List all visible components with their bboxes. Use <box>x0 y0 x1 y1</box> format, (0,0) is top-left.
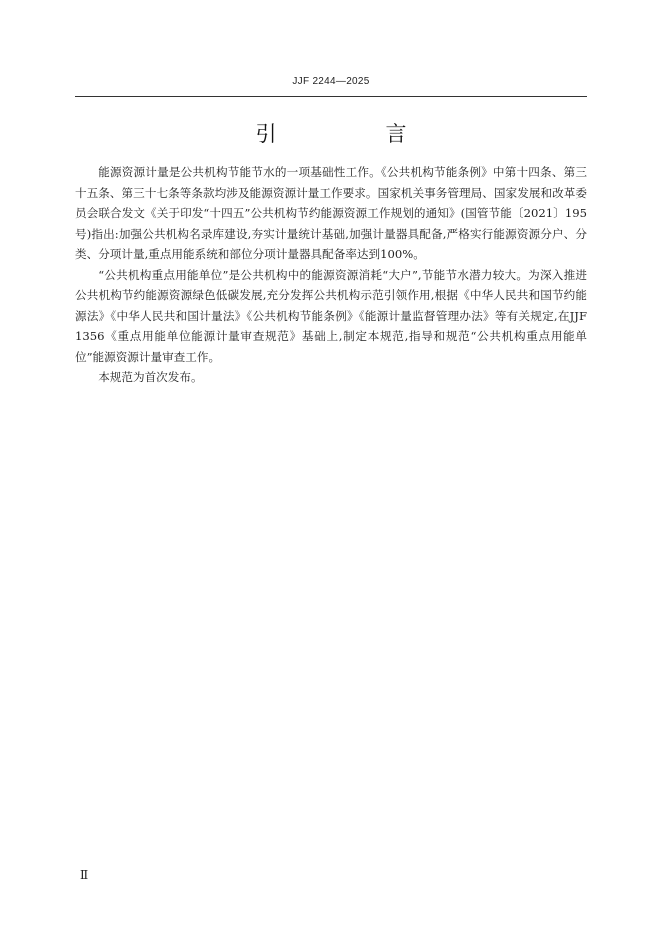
page-title: 引 言 <box>255 122 451 146</box>
standard-code-header: JJF 2244—2025 <box>292 76 370 87</box>
page-number: Ⅱ <box>80 868 89 882</box>
header-rule <box>75 96 587 97</box>
body-text <box>75 162 587 388</box>
paragraph-3: 本规范为首次发布。 <box>98 370 203 384</box>
paragraph-1: 能源资源计量是公共机构节能节水的一项基础性工作。《公共机构节能条例》中第十四条、第三十五条、第三十七条等条款均涉及能源资源计量工作要求。国家机关事务管理局、国家发展和改革委员会联合发文《关于印发“十四五”公共机构节约能源资源工作规划的通知》(国管节能〔2021〕195号)指出:加强公共机构名录库建设,夯实计量统计基础,加强计量器具配备,严格实行能源资源分户、分类、分项计量,重点用能系统和部位分项计量器具配备率达到100%。 <box>75 165 587 261</box>
paragraph-2: “公共机构重点用能单位”是公共机构中的能源资源消耗“大户”,节能节水潜力较大。为深入推进公共机构节约能源资源绿色低碳发展,充分发挥公共机构示范引领作用,根据《中华人民共和国节约能源法》《中华人民共和国计量法》《公共机构节能条例》《能源计量监督管理办法》等有关规定,在JJF 1356《重点用能单位能源计量审查规范》基础上,制定本规范,指导和规范“公共机构重点用能单位”能源资源计量审查工作。 <box>75 267 587 364</box>
